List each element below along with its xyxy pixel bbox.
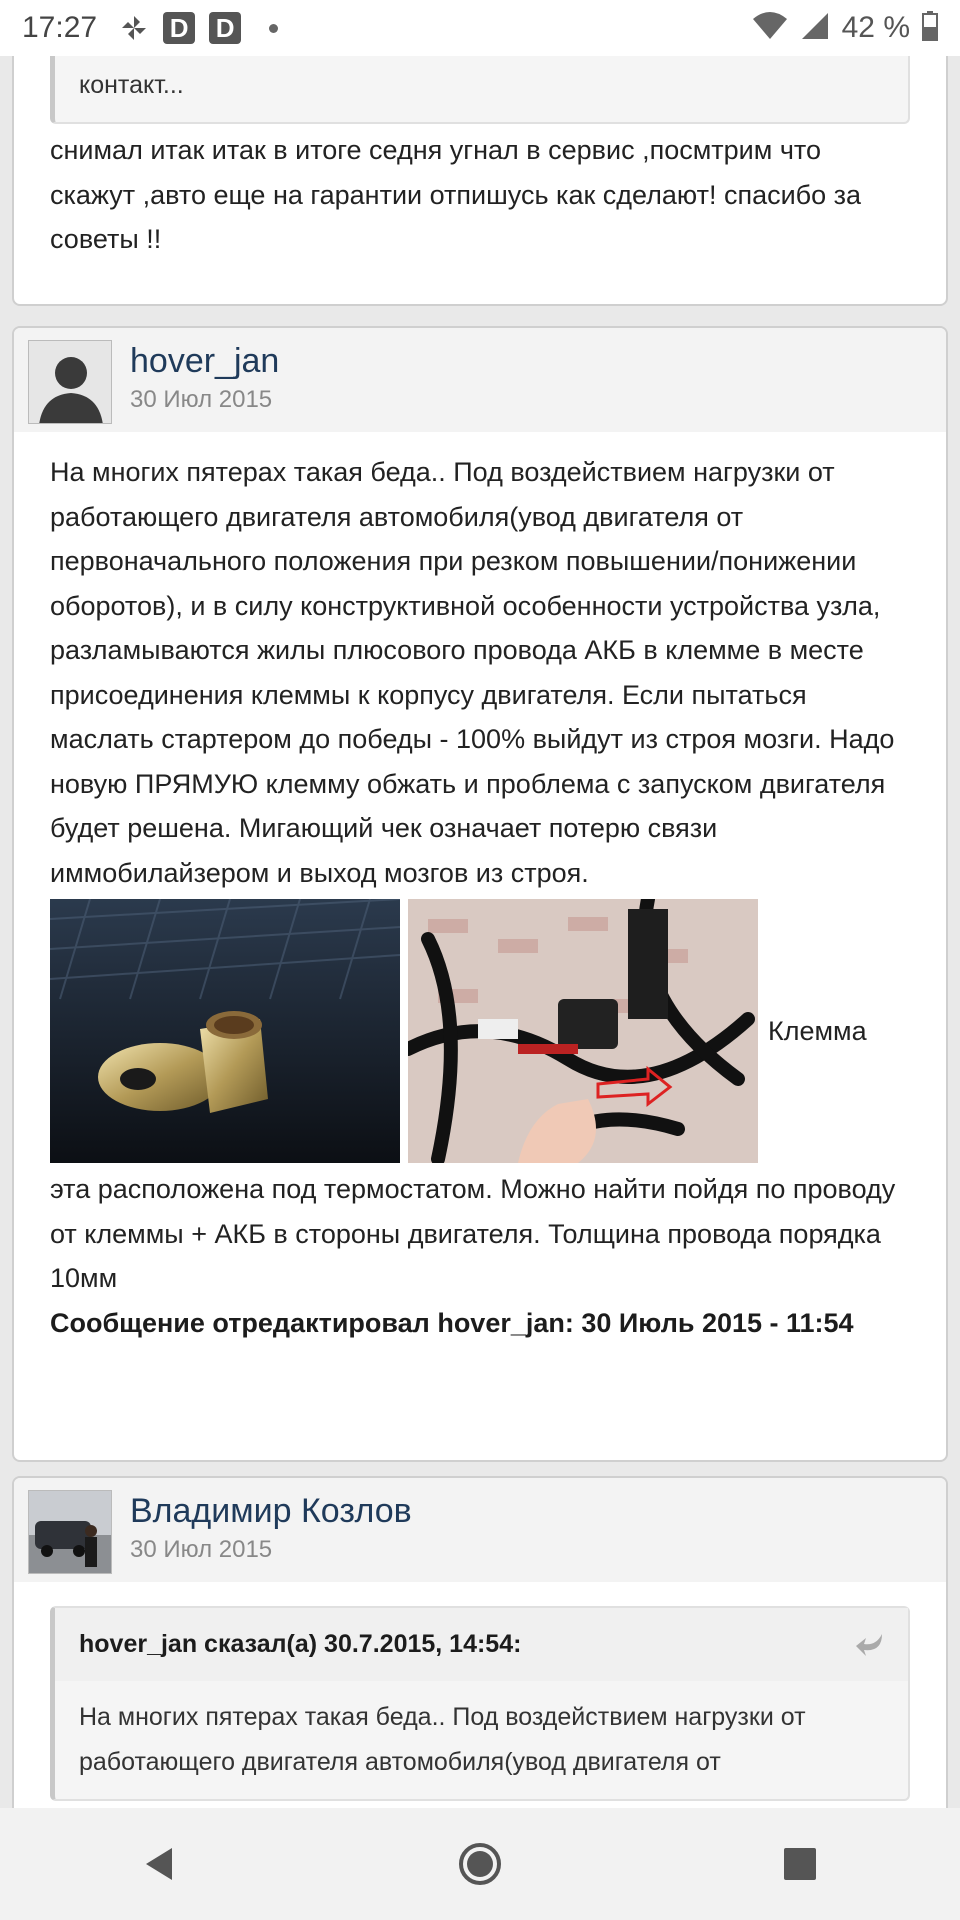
quote-text: контакт... xyxy=(79,71,184,99)
post-header xyxy=(14,1478,946,1582)
author-name-link[interactable]: Владимир Козлов xyxy=(130,1492,412,1530)
status-time: 17:27 xyxy=(22,11,98,44)
post-date: 30 Июл 2015 xyxy=(130,386,273,413)
quote-block xyxy=(50,1606,910,1801)
engine-wiring-photo[interactable] xyxy=(408,899,758,1163)
status-bar xyxy=(0,0,960,56)
battery-icon xyxy=(922,11,938,46)
avatar[interactable] xyxy=(28,340,112,424)
quote-jump-arrow-icon[interactable] xyxy=(856,1630,886,1663)
quote-block xyxy=(50,56,910,124)
quote-text: На многих пятерах такая беда.. Под воздействием нагрузки от работающего двигателя автомобиля(увод двигателя от xyxy=(79,1703,806,1776)
post-text: На многих пятерах такая беда.. Под воздействием нагрузки от работающего двигателя автомобиля(увод двигателя от первоначального положения при резком повышении/понижении оборотов), и в силу конструктивной особенности устройства узла, разламываются жилы плюсового провода АКБ в клемме в месте присоединения клеммы к корпусу двигателя. Если пытаться маслать стартером до победы - 100% выйдут из строя мозги. Надо новую ПРЯМУЮ клемму обжать и проблема с запуском двигателя будет решена. Мигающий чек означает потерю связи иммобилайзером и выход мозгов из строя. xyxy=(50,457,895,888)
forum-post xyxy=(12,1476,948,1808)
post-date: 30 Июл 2015 xyxy=(130,1536,273,1563)
forum-post xyxy=(12,326,948,1462)
quote-header xyxy=(55,1608,908,1681)
terminal-photo[interactable] xyxy=(50,899,400,1163)
pinwheel-icon xyxy=(119,13,149,43)
forum-thread[interactable] xyxy=(0,56,960,1808)
home-button[interactable] xyxy=(450,1834,510,1894)
image-row xyxy=(50,899,910,1163)
edited-note: Сообщение отредактировал hover_jan: 30 Июль 2015 - 11:54 xyxy=(50,1307,854,1338)
post-header xyxy=(14,328,946,432)
recents-button[interactable] xyxy=(770,1834,830,1894)
forum-post xyxy=(12,56,948,306)
back-button[interactable] xyxy=(130,1834,190,1894)
quote-attribution: hover_jan сказал(а) 30.7.2015, 14:54: xyxy=(79,1630,522,1658)
post-body xyxy=(14,432,946,1365)
image-caption: Клемма xyxy=(768,1015,867,1046)
author-name-link[interactable]: hover_jan xyxy=(130,342,280,380)
avatar[interactable] xyxy=(28,1490,112,1574)
more-notifications-dot-icon xyxy=(269,24,278,33)
post-body: снимал итак итак в итоге седня угнал в сервис ,посмтрим что скажут ,авто еще на гарантии отпишусь как сделают! спасибо за советы !! xyxy=(50,135,862,254)
notification-d-icon: D xyxy=(163,12,195,44)
battery-percent: 42 % xyxy=(841,11,910,44)
navigation-bar xyxy=(0,1808,960,1920)
wifi-icon xyxy=(752,11,788,46)
cell-signal-icon xyxy=(800,11,830,46)
notification-d-icon: D xyxy=(209,12,241,44)
post-text-continued: эта расположена под термостатом. Можно найти пойдя по проводу от клеммы + АКБ в стороны двигателя. Толщина провода порядка 10мм xyxy=(50,1174,896,1293)
